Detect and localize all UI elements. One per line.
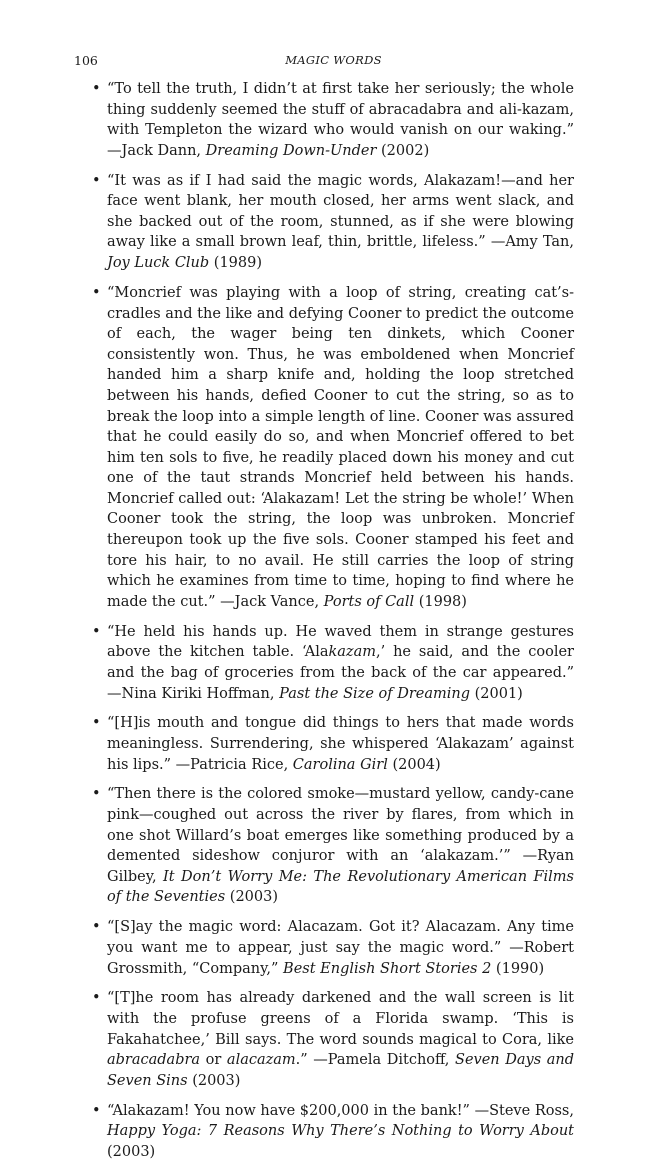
- bullet-icon: •: [92, 1102, 101, 1119]
- bullet-icon: •: [92, 81, 101, 97]
- quotation-text: ,’ he said, and the cooler and the bag of groceries from the back of the car appeared.” —Nina Kiriki Hoffman,: [107, 644, 574, 702]
- bullet-icon: •: [92, 786, 101, 803]
- work-title: Happy Yoga: 7 Reasons Why There’s Nothing to Worry About: [107, 1123, 574, 1140]
- bullet-icon: •: [92, 715, 101, 732]
- running-head: MAGIC WORDS: [285, 53, 382, 67]
- bullet-icon: •: [92, 623, 101, 640]
- work-title: Dreaming Down-Under: [205, 142, 377, 159]
- quotation-entry: [92, 79, 574, 161]
- emphasized-word: abracadabra: [107, 1052, 201, 1069]
- quotation-text: .” —Pamela Ditchoff,: [295, 1052, 456, 1069]
- quotation-text: “To tell the truth, I didn’t at first take her seriously; the whole thing suddenly seemed the stuff of abracadabra and ali-kazam, with Templeton the wizard who would vanish on our waking.” —Jack Dann,: [107, 81, 574, 159]
- publication-year: (2003): [225, 889, 279, 906]
- quotation-text: “[H]is mouth and tongue did things to hers that made words meaningless. Surrendering, she whispered ‘Alakazam’ against his lips.” —Patricia Rice,: [107, 715, 574, 773]
- quotation-text: “[T]he room has already darkened and the wall screen is lit with the profuse greens of a Florida swamp. ‘This is Fakahatchee,’ Bill says. The word sounds magical to Cora, like: [107, 990, 574, 1048]
- publication-year: (2002): [376, 142, 430, 159]
- emphasized-word: alacazam: [226, 1052, 296, 1069]
- work-title: Ports of Call: [323, 593, 415, 610]
- work-title: Best English Short Stories 2: [283, 960, 492, 977]
- publication-year: (2003): [187, 1072, 241, 1089]
- quotation-text: “He held his hands up. He waved them in strange gestures above the kitchen table. ‘Ala: [107, 623, 574, 661]
- bullet-icon: •: [92, 919, 101, 936]
- work-title: Carolina Girl: [292, 756, 388, 773]
- bullet-icon: •: [92, 284, 101, 301]
- quotation-entry: [92, 988, 574, 1091]
- publication-year: (1990): [491, 960, 545, 977]
- page-number: 106: [74, 53, 98, 68]
- quotation-entry: [92, 713, 574, 775]
- bullet-icon: •: [92, 990, 101, 1007]
- quotation-text: “Moncrief was playing with a loop of string, creating cat’s-cradles and the like and defying Cooner to predict the outcome of each, the wager being ten dinkets, which Cooner consistently won. Thus, he was emboldened when Moncrief handed him a sharp knife and, holding the loop stretched between his hands, defied Cooner to cut the string, so as to break the loop into a simple length of line. Cooner was assured that he could easily do so, and when Moncrief offered to bet him ten sols to five, he readily placed down his money and cut one of the taut strands Moncrief held between his hands. Moncrief called out: ‘Alakazam! Let the string be whole!’ When Cooner took the string, the loop was unbroken. Moncrief thereupon took up the five sols. Cooner stamped his feet and tore his hair, to no avail. He still carries the loop of string which he examines from time to time, hoping to find where he made the cut.” —Jack Vance,: [107, 284, 574, 610]
- quotation-entry: [92, 917, 574, 979]
- publication-year: (2003): [107, 1143, 156, 1160]
- quotation-list: [92, 79, 574, 1172]
- quotation-text: “[S]ay the magic word: Alacazam. Got it? Alacazam. Any time you want me to appear, just say the magic word.” —Robert Grossmith, “Company,”: [107, 919, 574, 977]
- publication-year: (1998): [414, 593, 467, 610]
- work-title: Joy Luck Club: [107, 255, 210, 272]
- work-title: Seven Days and Seven Sins: [107, 1052, 575, 1089]
- publication-year: (2004): [387, 756, 441, 773]
- publication-year: (1989): [209, 255, 263, 272]
- quotation-text: or: [200, 1052, 227, 1069]
- bullet-icon: •: [92, 172, 101, 189]
- quotation-entry: [92, 784, 574, 908]
- quotation-text: “Then there is the colored smoke—mustard yellow, candy-cane pink—coughed out across the river by flares, from which in one shot Willard’s boat emerges like something produced by a demented sideshow conjuror with an ‘alakazam.’” —Ryan Gilbey,: [107, 786, 574, 885]
- work-title: It Don’t Worry Me: The Revolutionary American Films of the Seventies: [107, 868, 574, 906]
- quotation-entry: [92, 283, 574, 613]
- quotation-entry: [92, 171, 574, 274]
- quotation-text: “It was as if I had said the magic words, Alakazam!—and her face went blank, her mouth closed, her arms went slack, and she backed out of the room, stunned, as if she were blowing away like a small brown leaf, thin, brittle, lifeless.” —Amy Tan,: [107, 172, 574, 251]
- emphasized-word: kazam: [328, 644, 376, 661]
- quotation-entry: [92, 1101, 574, 1163]
- quotation-text: “Alakazam! You now have $200,000 in the bank!” —Steve Ross,: [107, 1102, 574, 1119]
- publication-year: (2001): [470, 685, 523, 702]
- quotation-entry: [92, 622, 574, 704]
- work-title: Past the Size of Dreaming: [279, 685, 471, 702]
